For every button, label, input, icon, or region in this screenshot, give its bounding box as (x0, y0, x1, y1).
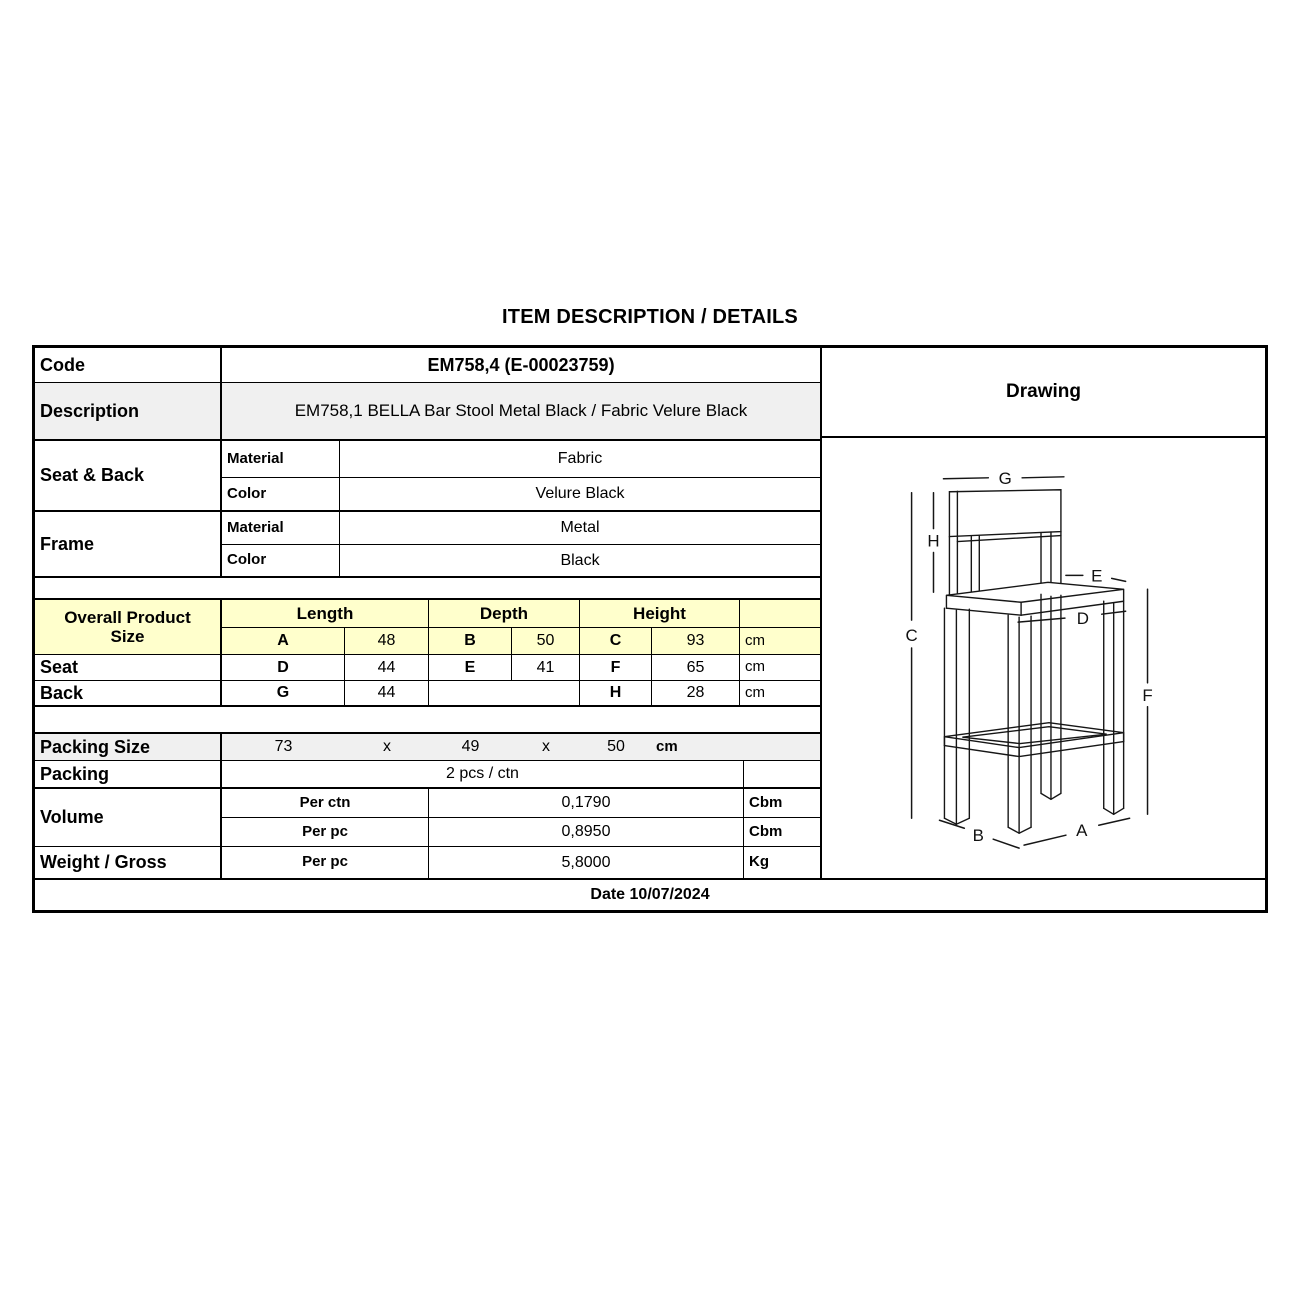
stool-drawing (822, 438, 1265, 876)
frame-label: Frame (35, 512, 222, 578)
description-label: Description (35, 383, 222, 441)
seat-row-label: Seat (35, 655, 222, 681)
spec-table (32, 345, 1268, 913)
packing-size-x1: x (383, 738, 391, 756)
dim-label-a: A (1076, 821, 1088, 841)
dim-label-h: H (927, 531, 940, 551)
back-row-label: Back (35, 681, 222, 707)
seat-length-key: D (222, 655, 345, 681)
seat-back-material-label: Material (222, 441, 340, 478)
frame-material-value: Metal (340, 512, 820, 545)
seat-back-label: Seat & Back (35, 441, 222, 512)
drawing-panel (820, 348, 1265, 880)
page-title: ITEM DESCRIPTION / DETAILS (502, 306, 798, 328)
seat-unit: cm (740, 655, 820, 681)
backrest-panel (949, 490, 1060, 537)
packing-size-label: Packing Size (35, 734, 222, 761)
code-value: EM758,4 (E-00023759) (222, 348, 820, 383)
frame-material-label: Material (222, 512, 340, 545)
volume-per-pc-label: Per pc (222, 818, 429, 847)
seat-back-material-value: Fabric (340, 441, 820, 478)
packing-size-unit: cm (656, 737, 678, 755)
volume-per-pc-unit: Cbm (744, 818, 820, 847)
overall-height-key: C (580, 628, 652, 655)
size-col-height: Height (580, 600, 740, 628)
spacer-row-1 (35, 578, 820, 600)
size-col-depth: Depth (429, 600, 580, 628)
size-col-unit-empty (740, 600, 820, 628)
weight-value: 5,8000 (429, 847, 744, 880)
packing-size-value (222, 734, 820, 761)
size-col-length: Length (222, 600, 429, 628)
back-unit: cm (740, 681, 820, 707)
overall-depth-value: 50 (512, 628, 580, 655)
volume-per-ctn-unit: Cbm (744, 789, 820, 818)
volume-per-pc-value: 0,8950 (429, 818, 744, 847)
weight-per-label: Per pc (222, 847, 429, 880)
packing-label: Packing (35, 761, 222, 789)
stool-isometric-drawing (822, 438, 1265, 876)
overall-length-value: 48 (345, 628, 429, 655)
packing-size-v1: 73 (274, 738, 293, 756)
seat-depth-value: 41 (512, 655, 580, 681)
dim-label-e: E (1091, 566, 1103, 586)
description-value: EM758,1 BELLA Bar Stool Metal Black / Fabric Velure Black (222, 383, 820, 441)
back-height-key: H (580, 681, 652, 707)
overall-length-key: A (222, 628, 345, 655)
drawing-header: Drawing (822, 348, 1265, 438)
packing-value: 2 pcs / ctn (222, 761, 744, 789)
back-length-value: 44 (345, 681, 429, 707)
back-depth-empty (429, 681, 580, 707)
weight-unit: Kg (744, 847, 820, 880)
frame-color-label: Color (222, 545, 340, 578)
packing-size-x2: x (542, 738, 550, 756)
dim-label-f: F (1142, 685, 1153, 705)
overall-height-value: 93 (652, 628, 740, 655)
overall-size-label-line1: Overall Product (64, 607, 191, 627)
overall-size-label-line2: Size (110, 627, 145, 646)
seat-depth-key: E (429, 655, 512, 681)
overall-depth-key: B (429, 628, 512, 655)
dim-label-d: D (1076, 609, 1089, 629)
seat-back-color-value: Velure Black (340, 478, 820, 512)
packing-size-v2: 49 (461, 738, 480, 756)
packing-unit-empty (744, 761, 820, 789)
seat-height-key: F (580, 655, 652, 681)
back-height-value: 28 (652, 681, 740, 707)
overall-size-label (35, 600, 222, 655)
volume-per-ctn-value: 0,1790 (429, 789, 744, 818)
volume-per-ctn-label: Per ctn (222, 789, 429, 818)
dim-label-c: C (905, 626, 918, 646)
date-row: Date 10/07/2024 (590, 886, 710, 904)
code-label: Code (35, 348, 222, 383)
packing-size-v3: 50 (607, 738, 625, 756)
seat-back-color-label: Color (222, 478, 340, 512)
seat-height-value: 65 (652, 655, 740, 681)
dim-label-g: G (998, 468, 1012, 488)
volume-label: Volume (35, 789, 222, 847)
seat-length-value: 44 (345, 655, 429, 681)
back-length-key: G (222, 681, 345, 707)
spacer-row-2 (35, 707, 820, 734)
frame-color-value: Black (340, 545, 820, 578)
dim-label-b: B (972, 826, 984, 846)
weight-label: Weight / Gross (35, 847, 222, 880)
overall-unit: cm (740, 628, 820, 655)
